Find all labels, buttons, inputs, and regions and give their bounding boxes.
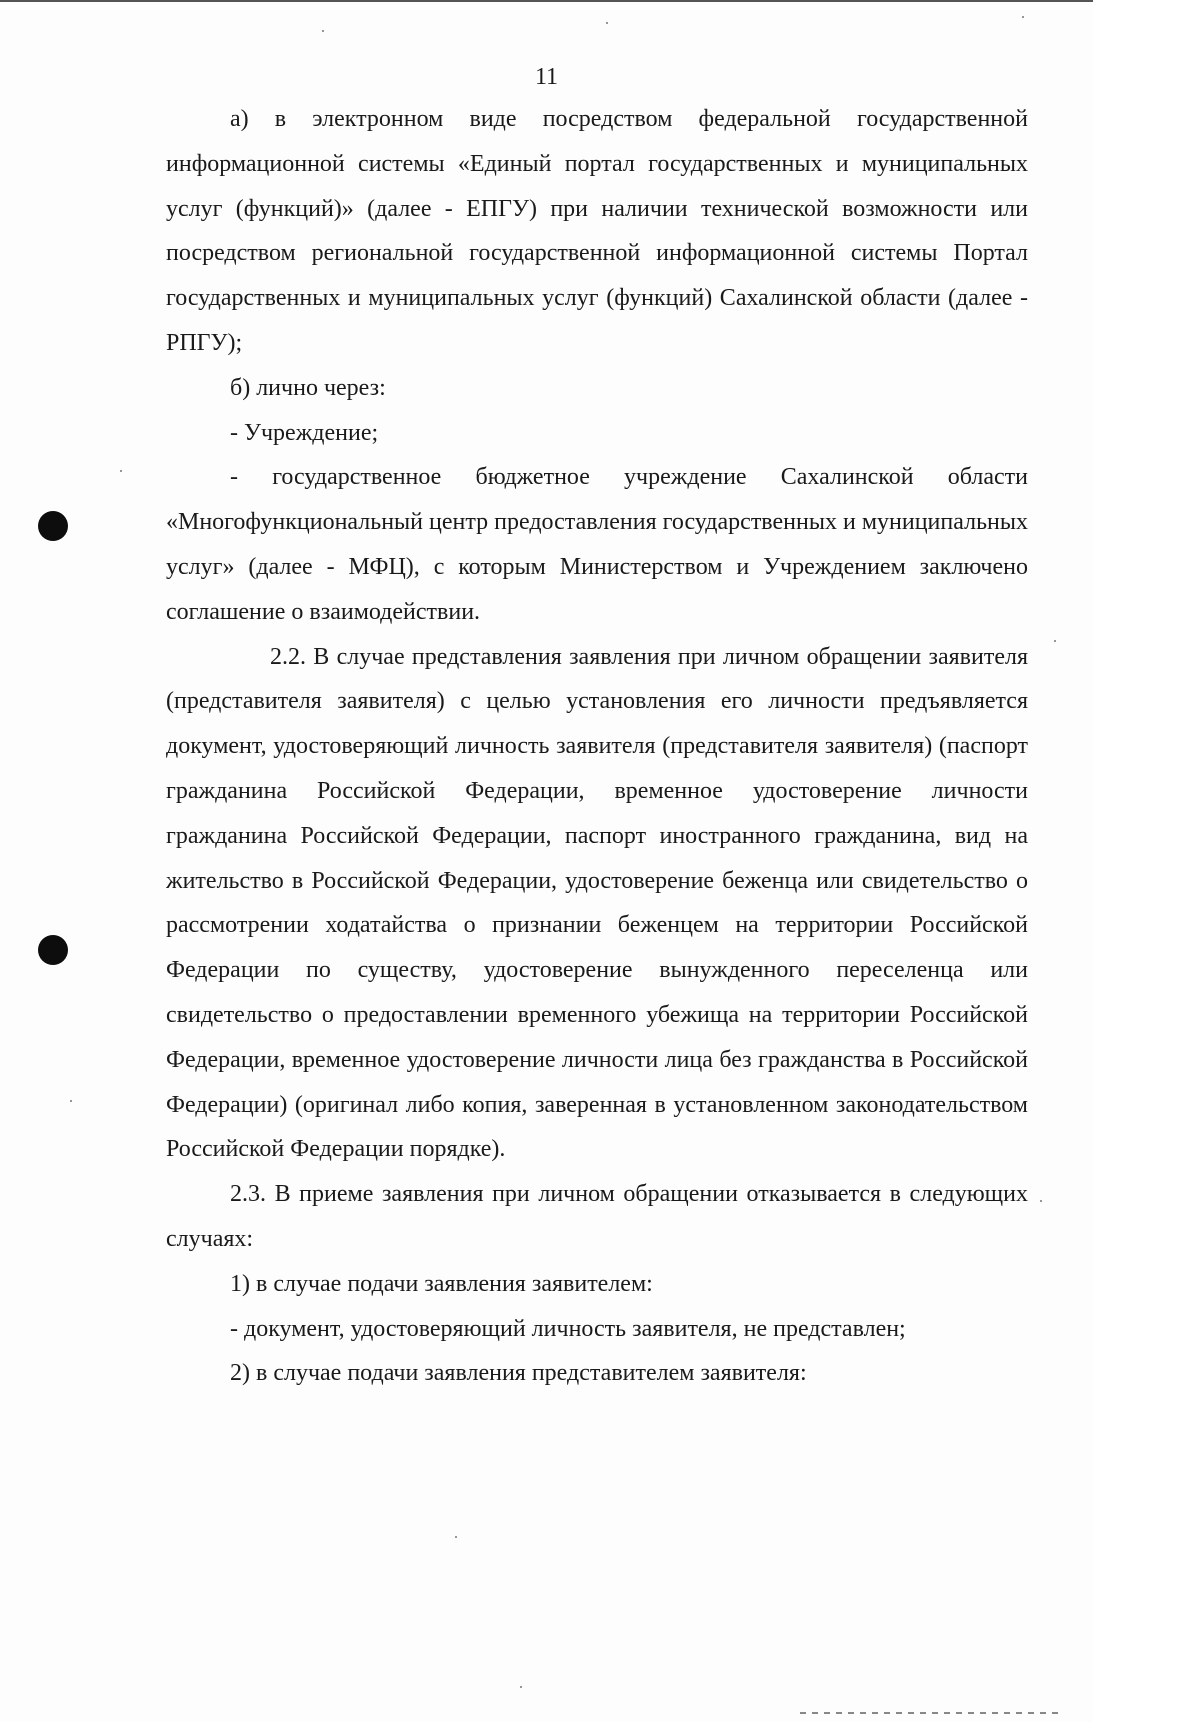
scan-speck (120, 470, 122, 472)
paragraph-b-in-person: б) лично через: (230, 374, 386, 401)
scan-edge-noise (800, 1712, 1060, 1714)
list-item-1: 1) в случае подачи заявления заявителем: (230, 1270, 653, 1297)
scan-speck (520, 1686, 522, 1688)
page-number: 11 (534, 64, 559, 90)
document-body (166, 97, 1028, 1396)
scan-speck (1054, 640, 1056, 642)
scan-speck (322, 30, 324, 32)
scan-speck (1040, 1200, 1042, 1202)
list-item-mfc: - государственное бюджетное учреждение Сахалинской области «Многофункциональный центр предоставления государственных и муниципальных услуг» (далее - МФЦ), с которым Министерством и Учреждением заключено соглашение о взаимодействии. (166, 464, 1028, 625)
punch-hole-bottom (38, 935, 68, 965)
list-item-2: 2) в случае подачи заявления представителем заявителя: (230, 1360, 807, 1387)
scan-speck (70, 1100, 72, 1102)
scan-speck (1022, 16, 1024, 18)
list-item-1-dash: - документ, удостоверяющий личность заявителя, не представлен; (230, 1315, 906, 1342)
list-item-institution: - Учреждение; (230, 419, 379, 446)
paragraph-2-3: 2.3. В приеме заявления при личном обращении отказывается в следующих случаях: (166, 1181, 1028, 1252)
paragraph-2-2: 2.2. В случае представления заявления при личном обращении заявителя (представителя заявителя) с целью установления его личности предъявляется документ, удостоверяющий личность заявителя (представителя заявителя) (паспорт гражданина Российской Федерации, временное удостоверение личности гражданина Российской Федерации, паспорт иностранного гражданина, вид на жительство в Российской Федерации, удостоверение беженца или свидетельство о рассмотрении ходатайства о признании беженцем на территории Российской Федерации по существу, удостоверение вынужденного переселенца или свидетельство о предоставлении временного убежища на территории Российской Федерации, временное удостоверение личности лица без гражданства в Российской Федерации) (оригинал либо копия, заверенная в установленном законодательством Российской Федерации порядке). (166, 643, 1028, 1163)
scan-speck (455, 1536, 457, 1538)
scan-speck (606, 22, 608, 24)
top-edge-rule (0, 0, 1093, 2)
punch-hole-top (38, 511, 68, 541)
paragraph-a-electronic: а) в электронном виде посредством федеральной государственной информационной системы «Единый портал государственных и муниципальных услуг (функций)» (далее - ЕПГУ) при наличии технической возможности или посредством региональной государственной информационной системы Портал государственных и муниципальных услуг (функций) Сахалинской области (далее - РПГУ); (166, 106, 1028, 356)
